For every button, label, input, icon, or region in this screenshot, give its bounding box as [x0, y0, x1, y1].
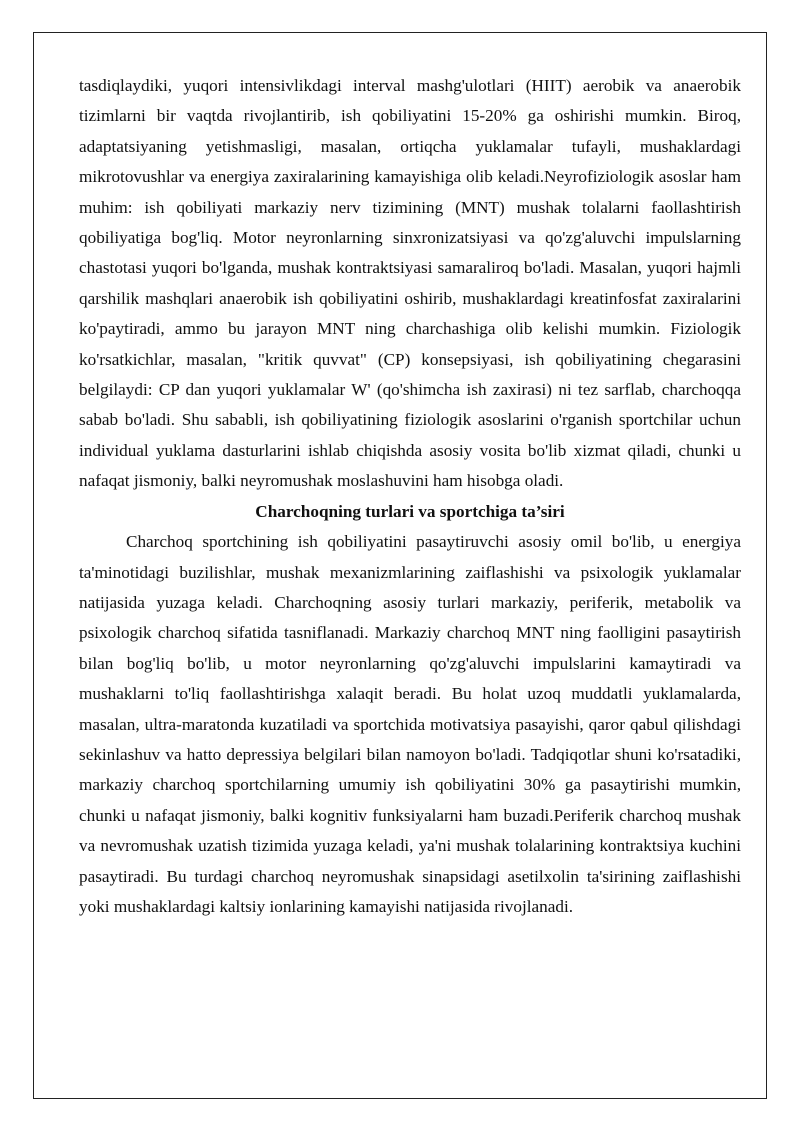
body-paragraph: tasdiqlaydiki, yuqori intensivlikdagi interval mashg'ulotlari (HIIT) aerobik va anaerobik tizimlarni bir vaqtda rivojlantirib, ish qobiliyatini 15-20% ga oshirishi mumkin. Biroq, adaptatsiyaning yetishmasligi, masalan, ortiqcha yuklamalar tufayli, mushaklardagi mikrotovushlar va energiya zaxiralarining kamayishiga olib keladi.Neyrofiziologik asoslar ham muhim: ish qobiliyati markaziy nerv tizimining (MNT) mushak tolalarni faollashtirish qobiliyatiga bog'liq. Motor neyronlarning sinxronizatsiyasi va qo'zg'aluvchi impulslarning chastotasi yuqori bo'lganda, mushak kontraktsiyasi samaraliroq bo'ladi. Masalan, yuqori hajmli qarshilik mashqlari anaerobik ish qobiliyatini oshirib, mushaklardagi kreatinfosfat zaxiralarini ko'paytiradi, ammo bu jarayon MNT ning charchashiga olib kelishi mumkin. Fiziologik ko'rsatkichlar, masalan, "kritik quvvat" (CP) konsepsiyasi, ish qobiliyatining chegarasini belgilaydi: CP dan yuqori yuklamalar W' (qo'shimcha ish zaxirasi) ni tez sarflab, charchoqqa sabab bo'ladi. Shu sababli, ish qobiliyatining fiziologik asoslarini o'rganish sportchilar uchun individual yuklama dasturlarini ishlab chiqishda asosiy vosita bo'lib xizmat qiladi, chunki u nafaqat jismoniy, balki neyromushak moslashuvini ham hisobga oladi. — [79, 76, 741, 491]
document-body — [79, 71, 741, 922]
body-paragraph: Charchoq sportchining ish qobiliyatini pasaytiruvchi asosiy omil bo'lib, u energiya ta'minotidagi buzilishlar, mushak mexanizmlarining zaiflashishi va psixologik yuklamalar natijasida yuzaga keladi. Charchoqning asosiy turlari markaziy, periferik, metabolik va psixologik charchoq sifatida tasniflanadi. Markaziy charchoq MNT ning faolligini pasaytirish bilan bog'liq bo'lib, u motor neyronlarning qo'zg'aluvchi impulslarini kamaytiradi va mushaklarni to'liq faollashtirishga xalaqit beradi. Bu holat uzoq muddatli yuklamalarda, masalan, ultra-maratonda kuzatiladi va sportchida motivatsiya pasayishi, qaror qabul qilishdagi sekinlashuv va hatto depressiya belgilari bilan namoyon bo'ladi. Tadqiqotlar shuni ko'rsatadiki, markaziy charchoq sportchilarning umumiy ish qobiliyatini 30% ga pasaytirishi mumkin, chunki u nafaqat jismoniy, balki kognitiv funksiyalarni ham buzadi.Periferik charchoq mushak va nevromushak uzatish tizimida yuzaga keladi, ya'ni mushak tolalarining kontraktsiya kuchini pasaytiradi. Bu turdagi charchoq neyromushak sinapsidagi asetilxolin ta'sirining zaiflashishi yoki mushaklardagi kaltsiy ionlarining kamayishi natijasida rivojlanadi. — [79, 532, 741, 916]
section-heading: Charchoqning turlari va sportchiga ta’siri — [255, 501, 565, 521]
